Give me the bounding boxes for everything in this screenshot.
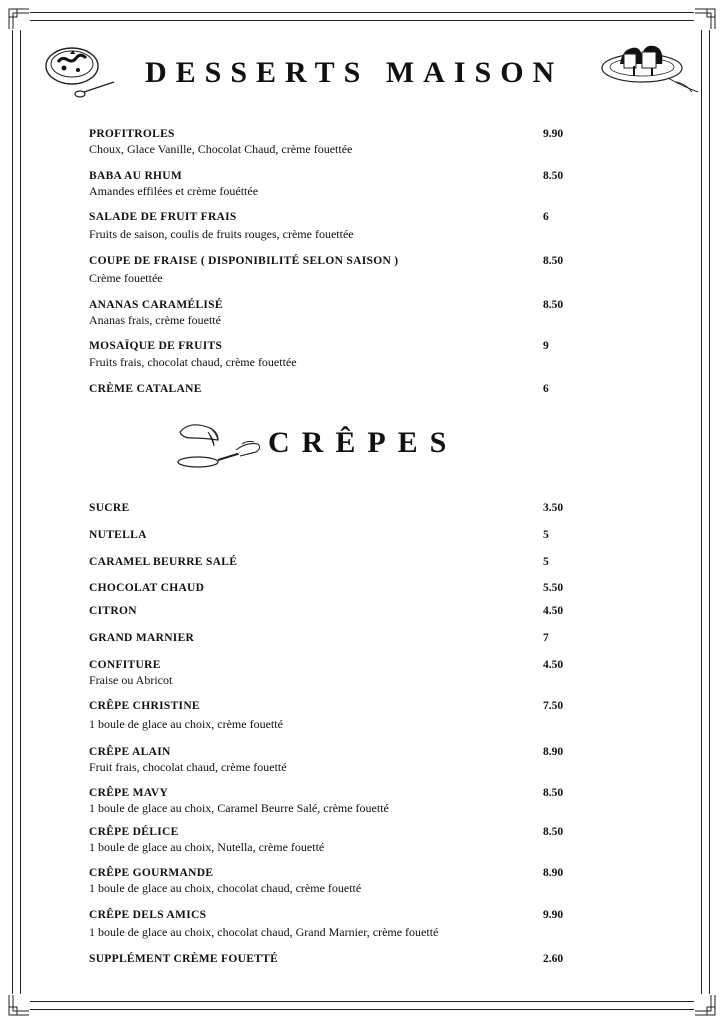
item-price: 8.50: [543, 826, 564, 838]
item-description: Fruit frais, chocolat chaud, crème fouetté: [89, 760, 287, 774]
item-name: SALADE DE FRUIT FRAIS: [89, 211, 237, 223]
menu-item-baba-au-rhum: [89, 169, 579, 199]
item-name: CRÊPE GOURMANDE: [89, 867, 214, 879]
item-description: 1 boule de glace au choix, chocolat chaud, crème fouetté: [89, 881, 362, 895]
item-price: 8.50: [543, 170, 564, 182]
item-name: CRÊPE DÉLICE: [89, 826, 179, 838]
item-price: 5.50: [543, 582, 564, 594]
item-price: 4.50: [543, 659, 564, 671]
menu-item-coupe-de-fraise: [89, 254, 579, 286]
menu-item-profiteroles: [89, 127, 579, 157]
item-price: 5: [543, 556, 549, 568]
item-name: GRAND MARNIER: [89, 632, 195, 644]
item-name: MOSAÏQUE DE FRUITS: [89, 340, 223, 352]
menu-item-grand-marnier: [89, 631, 579, 645]
item-price: 6: [543, 211, 549, 223]
item-name: ANANAS CARAMÉLISÉ: [89, 299, 223, 311]
menu-item-chocolat-chaud: [89, 581, 579, 595]
item-name: CITRON: [89, 605, 137, 617]
menu-item-crepe-gourmande: [89, 866, 579, 896]
item-name: COUPE DE FRAISE ( DISPONIBILITÉ SELON SAISON ): [89, 255, 399, 267]
item-description: 1 boule de glace au choix, chocolat chaud, Grand Marnier, crème fouetté: [89, 925, 439, 939]
item-price: 6: [543, 383, 549, 395]
item-description: Choux, Glace Vanille, Chocolat Chaud, crème fouettée: [89, 142, 353, 156]
corner-ornament-icon: [694, 8, 716, 30]
menu-item-crepe-christine: [89, 699, 579, 732]
menu-item-nutella: [89, 528, 579, 542]
item-name: CRÊPE MAVY: [89, 787, 169, 799]
item-price: 8.50: [543, 787, 564, 799]
corner-ornament-icon: [694, 994, 716, 1016]
item-description: Crème fouettée: [89, 271, 163, 285]
item-description: Amandes effilées et crème fouéttée: [89, 184, 259, 198]
item-name: CRÊPE ALAIN: [89, 746, 171, 758]
item-name: CRÈME CATALANE: [89, 383, 202, 395]
item-price: 4.50: [543, 605, 564, 617]
item-price: 9: [543, 340, 549, 352]
menu-item-mosaique-de-fruits: [89, 339, 579, 370]
item-name: SUCRE: [89, 502, 130, 514]
item-price: 5: [543, 529, 549, 541]
creme-brulee-icon: [42, 40, 122, 102]
item-price: 9.90: [543, 909, 564, 921]
menu-item-crepe-dels-amics: [89, 908, 579, 940]
item-price: 2.60: [543, 953, 564, 965]
item-name: CHOCOLAT CHAUD: [89, 582, 205, 594]
corner-ornament-icon: [8, 8, 30, 30]
item-name: PROFITROLES: [89, 128, 175, 140]
item-description: 1 boule de glace au choix, Caramel Beurre Salé, crème fouetté: [89, 801, 389, 815]
corner-ornament-icon: [8, 994, 30, 1016]
item-name: CONFITURE: [89, 659, 161, 671]
menu-item-crepe-alain: [89, 745, 579, 775]
item-name: SUPPLÉMENT CRÈME FOUETTÉ: [89, 953, 279, 965]
item-description: 1 boule de glace au choix, crème fouetté: [89, 717, 283, 731]
crepe-pan-icon: [174, 414, 266, 476]
menu-item-ananas-caramelise: [89, 298, 579, 328]
crepes-section-title: CRÊPES: [268, 426, 459, 459]
desserts-section-title: DESSERTS MAISON: [145, 56, 564, 89]
item-price: 8.50: [543, 299, 564, 311]
menu-item-citron: [89, 604, 579, 618]
item-price: 8.90: [543, 867, 564, 879]
item-price: 8.90: [543, 746, 564, 758]
item-description: Fruits frais, chocolat chaud, crème fouettée: [89, 355, 297, 369]
item-description: Fruits de saison, coulis de fruits rouges, crème fouettée: [89, 227, 354, 241]
item-price: 7: [543, 632, 549, 644]
item-description: Ananas frais, crème fouetté: [89, 313, 221, 327]
menu-item-salade-de-fruit: [89, 210, 579, 242]
item-description: 1 boule de glace au choix, Nutella, crème fouetté: [89, 840, 325, 854]
item-price: 7.50: [543, 700, 564, 712]
item-price: 3.50: [543, 502, 564, 514]
menu-item-caramel-beurre-sale: [89, 555, 579, 569]
item-price: 8.50: [543, 255, 564, 267]
menu-item-crepe-mavy: [89, 786, 579, 816]
menu-item-confiture: [89, 658, 579, 688]
item-description: Fraise ou Abricot: [89, 673, 173, 687]
menu-item-sucre: [89, 501, 579, 515]
item-name: BABA AU RHUM: [89, 170, 183, 182]
item-price: 9.90: [543, 128, 564, 140]
item-name: NUTELLA: [89, 529, 147, 541]
menu-item-supplement-creme: [89, 952, 579, 966]
menu-item-crepe-delice: [89, 825, 579, 855]
item-name: CARAMEL BEURRE SALÉ: [89, 556, 238, 568]
menu-item-creme-catalane: [89, 382, 579, 396]
dessert-plate-icon: [598, 30, 704, 102]
item-name: CRÊPE CHRISTINE: [89, 700, 200, 712]
item-name: CRÊPE DELS AMICS: [89, 909, 207, 921]
